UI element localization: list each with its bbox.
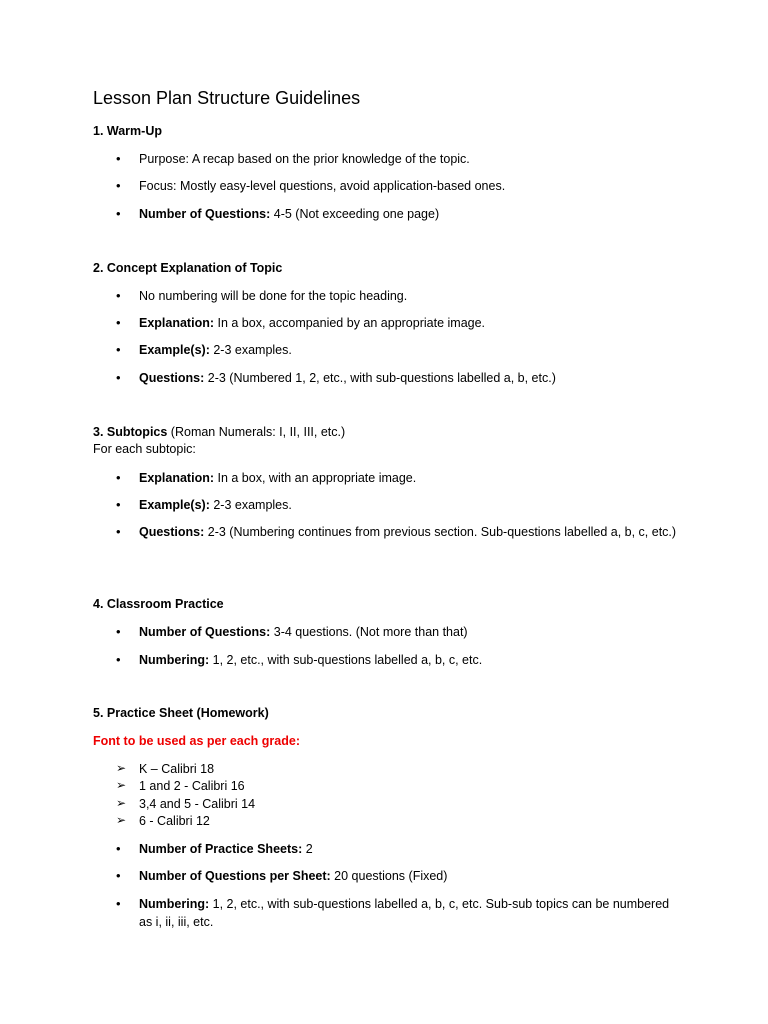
font-list-item: 6 - Calibri 12: [139, 814, 210, 828]
arrow-bullet-icon: ➢: [116, 761, 127, 775]
section-4-heading: 4. Classroom Practice: [93, 597, 224, 611]
bullet-icon: •: [116, 206, 121, 221]
list-item: Questions: 2-3 (Numbered 1, 2, etc., with sub-questions labelled a, b, etc.): [139, 371, 556, 385]
bullet-icon: •: [116, 652, 121, 667]
bullet-icon: •: [116, 524, 121, 539]
font-note: Font to be used as per each grade:: [93, 734, 300, 748]
section-5-heading: 5. Practice Sheet (Homework): [93, 706, 269, 720]
bullet-icon: •: [116, 497, 121, 512]
section-3-heading: 3. Subtopics (Roman Numerals: I, II, III, etc.): [93, 425, 346, 439]
list-item: Questions: 2-3 (Numbering continues from previous section. Sub-questions labelled a, b, c, etc.): [139, 525, 677, 539]
list-item: Example(s): 2-3 examples.: [139, 343, 292, 357]
list-item: Explanation: In a box, accompanied by an appropriate image.: [139, 316, 486, 330]
bullet-icon: •: [116, 470, 121, 485]
bullet-icon: •: [116, 315, 121, 330]
font-list-item: 1 and 2 - Calibri 16: [139, 779, 245, 793]
font-list-item: K – Calibri 18: [139, 762, 215, 776]
arrow-bullet-icon: ➢: [116, 813, 127, 827]
document-title: Lesson Plan Structure Guidelines: [93, 88, 361, 108]
list-item: Number of Practice Sheets: 2: [139, 842, 313, 856]
list-item: Numbering: 1, 2, etc., with sub-questions labelled a, b, c, etc. Sub-sub topics can be numbered as i, ii, iii, etc.: [139, 897, 670, 929]
bullet-icon: •: [116, 288, 121, 303]
section-1-heading: 1. Warm-Up: [93, 124, 162, 138]
arrow-bullet-icon: ➢: [116, 778, 127, 792]
bullet-icon: •: [116, 841, 121, 856]
bullet-icon: •: [116, 178, 121, 193]
bullet-icon: •: [116, 896, 121, 911]
list-item: Number of Questions: 3-4 questions. (Not more than that): [139, 625, 468, 639]
list-item: Example(s): 2-3 examples.: [139, 498, 292, 512]
list-item: Numbering: 1, 2, etc., with sub-questions labelled a, b, c, etc.: [139, 653, 483, 667]
bullet-icon: •: [116, 151, 121, 166]
list-item: Focus: Mostly easy-level questions, avoid application-based ones.: [139, 179, 506, 193]
bullet-icon: •: [116, 624, 121, 639]
list-item: Number of Questions: 4-5 (Not exceeding one page): [139, 207, 440, 221]
font-list-item: 3,4 and 5 - Calibri 14: [139, 797, 256, 811]
bullet-icon: •: [116, 868, 121, 883]
section-2-heading: 2. Concept Explanation of Topic: [93, 261, 283, 275]
arrow-bullet-icon: ➢: [116, 796, 127, 810]
list-item: No numbering will be done for the topic heading.: [139, 289, 408, 303]
bullet-icon: •: [116, 342, 121, 357]
list-item: Purpose: A recap based on the prior knowledge of the topic.: [139, 152, 470, 166]
list-item: Number of Questions per Sheet: 20 questions (Fixed): [139, 869, 448, 883]
list-item: Explanation: In a box, with an appropriate image.: [139, 471, 417, 485]
bullet-icon: •: [116, 370, 121, 385]
section-3-intro: For each subtopic:: [93, 442, 196, 456]
